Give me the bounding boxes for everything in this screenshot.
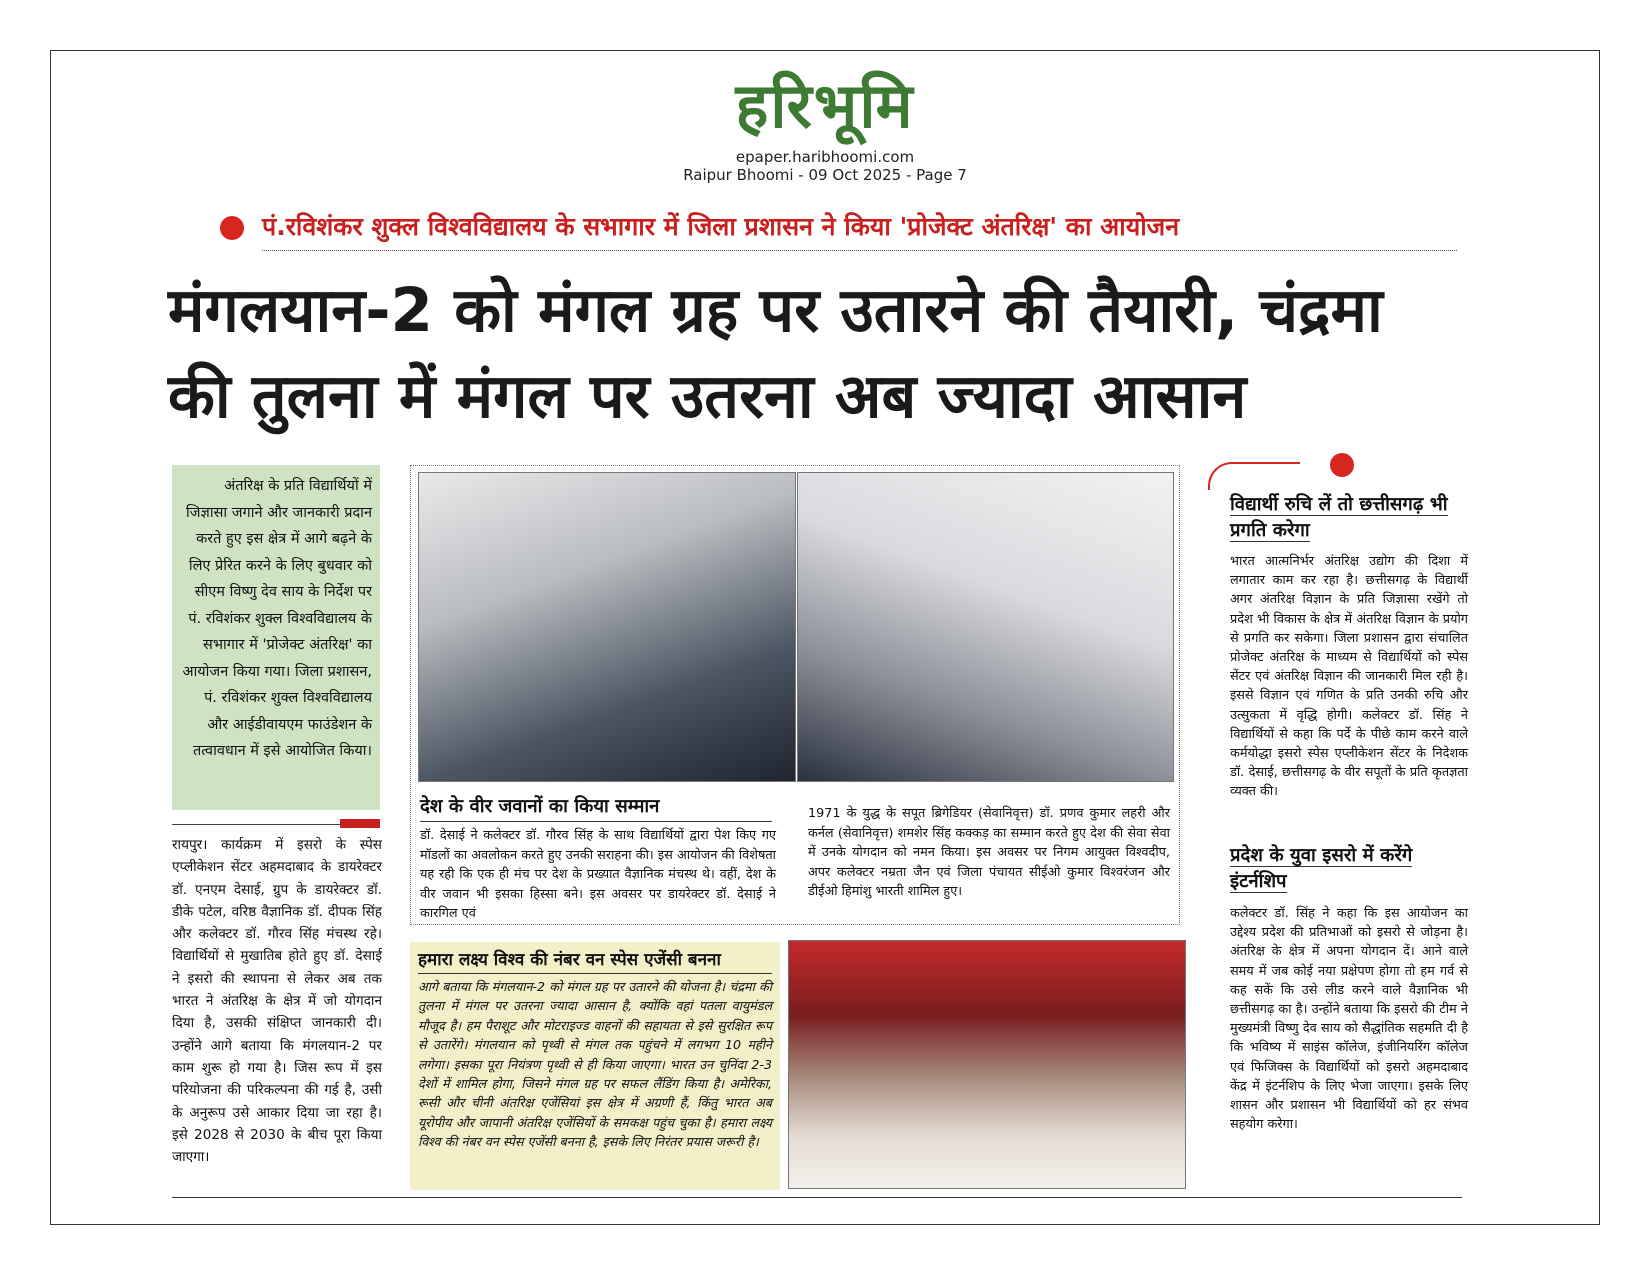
goal-box [410,942,780,1190]
kicker-bullet-icon [220,216,244,240]
headline-line-2: की तुलना में मंगल पर उतरना अब ज्यादा आसान [168,361,1247,432]
left-column-body: रायपुर। कार्यक्रम में इसरो के स्पेस एप्लीकेशन सेंटर अहमदाबाद के डायरेक्टर डॉ. एनएम देसाई, ग्रुप के डायरेक्टर डॉ. डीके पटेल, वरिष्ठ वैज्ञानिक डॉ. दीपक सिंह और कलेक्टर डॉ. गौरव सिंह मंचस्थ रहे। विद्यार्थियों से मुखातिब होते हुए डॉ. देसाई ने इसरो की स्थापना से लेकर अब तक भारत ने अंतरिक्ष के क्षेत्र में जो योगदान दिया है, उसकी संक्षिप्त जानकारी दी। उन्होंने आगे बताया कि मंगलयान-2 पर काम शुरू हो गया है। जिस रूप में इस परियोजना की परिकल्पना की गई है, उसी के अनुरूप उसे आकार दिया जा रहा है। इसे 2028 से 2030 के बीच पूरा किया जाएगा। [172,837,382,1166]
right-column-arc-decoration [1208,462,1300,490]
main-headline [168,268,1468,440]
edition-info: Raipur Bhoomi - 09 Oct 2025 - Page 7 [683,166,967,184]
goal-body: आगे बताया कि मंगलयान-2 को मंगल ग्रह पर उतारने की योजना है। चंद्रमा की तुलना में मंगल पर उतरना ज्यादा आसान है, क्योंकि वहां पतला वायुमंडल मौजूद है। हम पैराशूट और मोटराइज्ड वाहनों की सहायता से इसे सुरक्षित रूप से उतारेंगे। मंगलयान को पृथ्वी से मंगल तक पहुंचने में लगभग 10 महीने लगेगा। इसका पूरा नियंत्रण पृथ्वी से ही किया जाएगा। भारत उन चुनिंदा 2-3 देशों में शामिल होगा, जिसने मंगल ग्रह पर सफल लैंडिंग किया है। अमेरिका, रूसी और चीनी अंतरिक्ष एजेंसियां इस क्षेत्र में अग्रणी हैं, किंतु भारत अब यूरोपीय और जापानी अंतरिक्ष एजेंसियों के समकक्ष पहुंच चुका है। हमारा लक्ष्य विश्व की नंबर वन स्पेस एजेंसी बनना है, इसके लिए निरंतर प्रयास जरूरी है। [418,979,772,1150]
left-column-accent [340,819,380,828]
right-column-bullet-icon [1330,453,1354,477]
honor-body-right: 1971 के युद्ध के सपूत ब्रिगेडियर (सेवानिवृत्त) डॉ. प्रणव कुमार लहरी और कर्नल (सेवानिवृत्त) शमशेर सिंह कक्कड़ का सम्मान करते हुए देश की सेवा सेवा में उनके योगदान को नमन किया। इस अवसर पर निगम आयुक्त विश्वदीप, अपर कलेक्टर नम्रता जैन एवं जिला पंचायत सीईओ कुमार विश्वरंजन और डीईओ हिमांशु भारती शामिल हुए। [808,806,1170,899]
right-body-1: भारत आत्मनिर्भर अंतरिक्ष उद्योग की दिशा में लगातार काम कर रहा है। छत्तीसगढ़ के विद्यार्थी अगर अंतरिक्ष विज्ञान के प्रति जिज्ञासा रखेंगे तो प्रदेश भी विकास के क्षेत्र में अंतरिक्ष विज्ञान के प्रयोग से प्रगति कर सकेगा। जिला प्रशासन द्वारा संचालित प्रोजेक्ट अंतरिक्ष के माध्यम से विद्यार्थियों को स्पेस सेंटर एवं अंतरिक्ष विज्ञान की जानकारी मिल रही है। इससे विज्ञान एवं गणित के प्रति उनकी रुचि और उत्सुकता में वृद्धि होगी। कलेक्टर डॉ. सिंह ने विद्यार्थियों से कहा कि पर्दे के पीछे काम करने वाले कर्मयोद्धा इसरो स्पेस एप्लीकेशन सेंटर के निदेशक डॉ. देसाई, छत्तीसगढ़ के वीर सपूतों के प्रति कृतज्ञता व्यक्त की। [1230,554,1468,800]
right-heading-1-text: विद्यार्थी रुचि लें तो छत्तीसगढ़ भी प्रगति करेगा [1230,494,1448,541]
photo-students-model-exhibit [418,472,796,782]
photo-auditorium-audience [788,940,1186,1189]
bottom-divider [172,1197,1462,1198]
goal-heading: हमारा लक्ष्य विश्व की नंबर वन स्पेस एजेंसी बनना [418,948,772,974]
masthead-logo: हरिभूमि [735,69,915,142]
right-body-2: कलेक्टर डॉ. सिंह ने कहा कि इस आयोजन का उद्देश्य प्रदेश की प्रतिभाओं को इसरो से जोड़ना है। अंतरिक्ष के क्षेत्र में अपना योगदान दें। आने वाले समय में जब कोई नया प्रक्षेपण होगा तो हम गर्व से कह सकें कि उसे लीड करने वाले वैज्ञानिक भी छत्तीसगढ़ का है। उन्होंने बताया कि इसरो की टीम ने मुख्यमंत्री विष्णु देव साय को सैद्धांतिक सहमति दी है कि भविष्य में साइंस कॉलेज, इंजीनियरिंग कॉलेज एवं फिजिक्स के विद्यार्थियों को इसरो अहमदाबाद केंद्र में इंटर्नशिप के लिए भेजा जाएगा। इसके लिए शासन और प्रशासन भी विद्यार्थियों को हर संभव सहयोग करेगा। [1230,906,1468,1133]
honor-body-left: डॉ. देसाई ने कलेक्टर डॉ. गौरव सिंह के साथ विद्यार्थियों द्वारा पेश किए गए मॉडलों का अवलोकन करते हुए उनकी सराहना की। इस आयोजन की विशेषता यह रही कि एक ही मंच पर देश के प्रख्यात वैज्ञानिक मंचस्थ थे। वहीं, देश के वीर जवान भी इसका हिस्सा बने। इस अवसर पर डायरेक्टर डॉ. देसाई ने कारगिल एवं [420,828,776,921]
kicker-headline: पं.रविशंकर शुक्ल विश्वविद्यालय के सभागार में जिला प्रशासन ने किया 'प्रोजेक्ट अंतरिक्ष' का आयोजन [262,212,1180,241]
right-heading-1 [1230,492,1470,544]
kicker-divider [262,250,1457,251]
epaper-url[interactable]: epaper.haribhoomi.com [735,148,915,166]
honor-heading: देश के वीर जवानों का किया सम्मान [420,795,772,822]
lead-paragraph: अंतरिक्ष के प्रति विद्यार्थियों में जिज्ञासा जगाने और जानकारी प्रदान करते हुए इस क्षेत्र में आगे बढ़ने के लिए प्रेरित करने के लिए बुधवार को सीएम विष्णु देव साय के निर्देश पर पं. रविशंकर शुक्ल विश्वविद्यालय के सभागार में 'प्रोजेक्ट अंतरिक्ष' का आयोजन किया गया। जिला प्रशासन, पं. रविशंकर शुक्ल विश्वविद्यालय और आईडीवायएम फाउंडेशन के तत्वावधान में इसे आयोजित किया। [172,465,380,810]
headline-line-1: मंगलयान-2 को मंगल ग्रह पर उतारने की तैयारी, चंद्रमा [168,275,1383,346]
photo-student-presenting [797,472,1174,782]
right-heading-2-text: प्रदेश के युवा इसरो में करेंगे इंटर्नशिप [1230,845,1413,892]
right-heading-2 [1230,843,1470,895]
